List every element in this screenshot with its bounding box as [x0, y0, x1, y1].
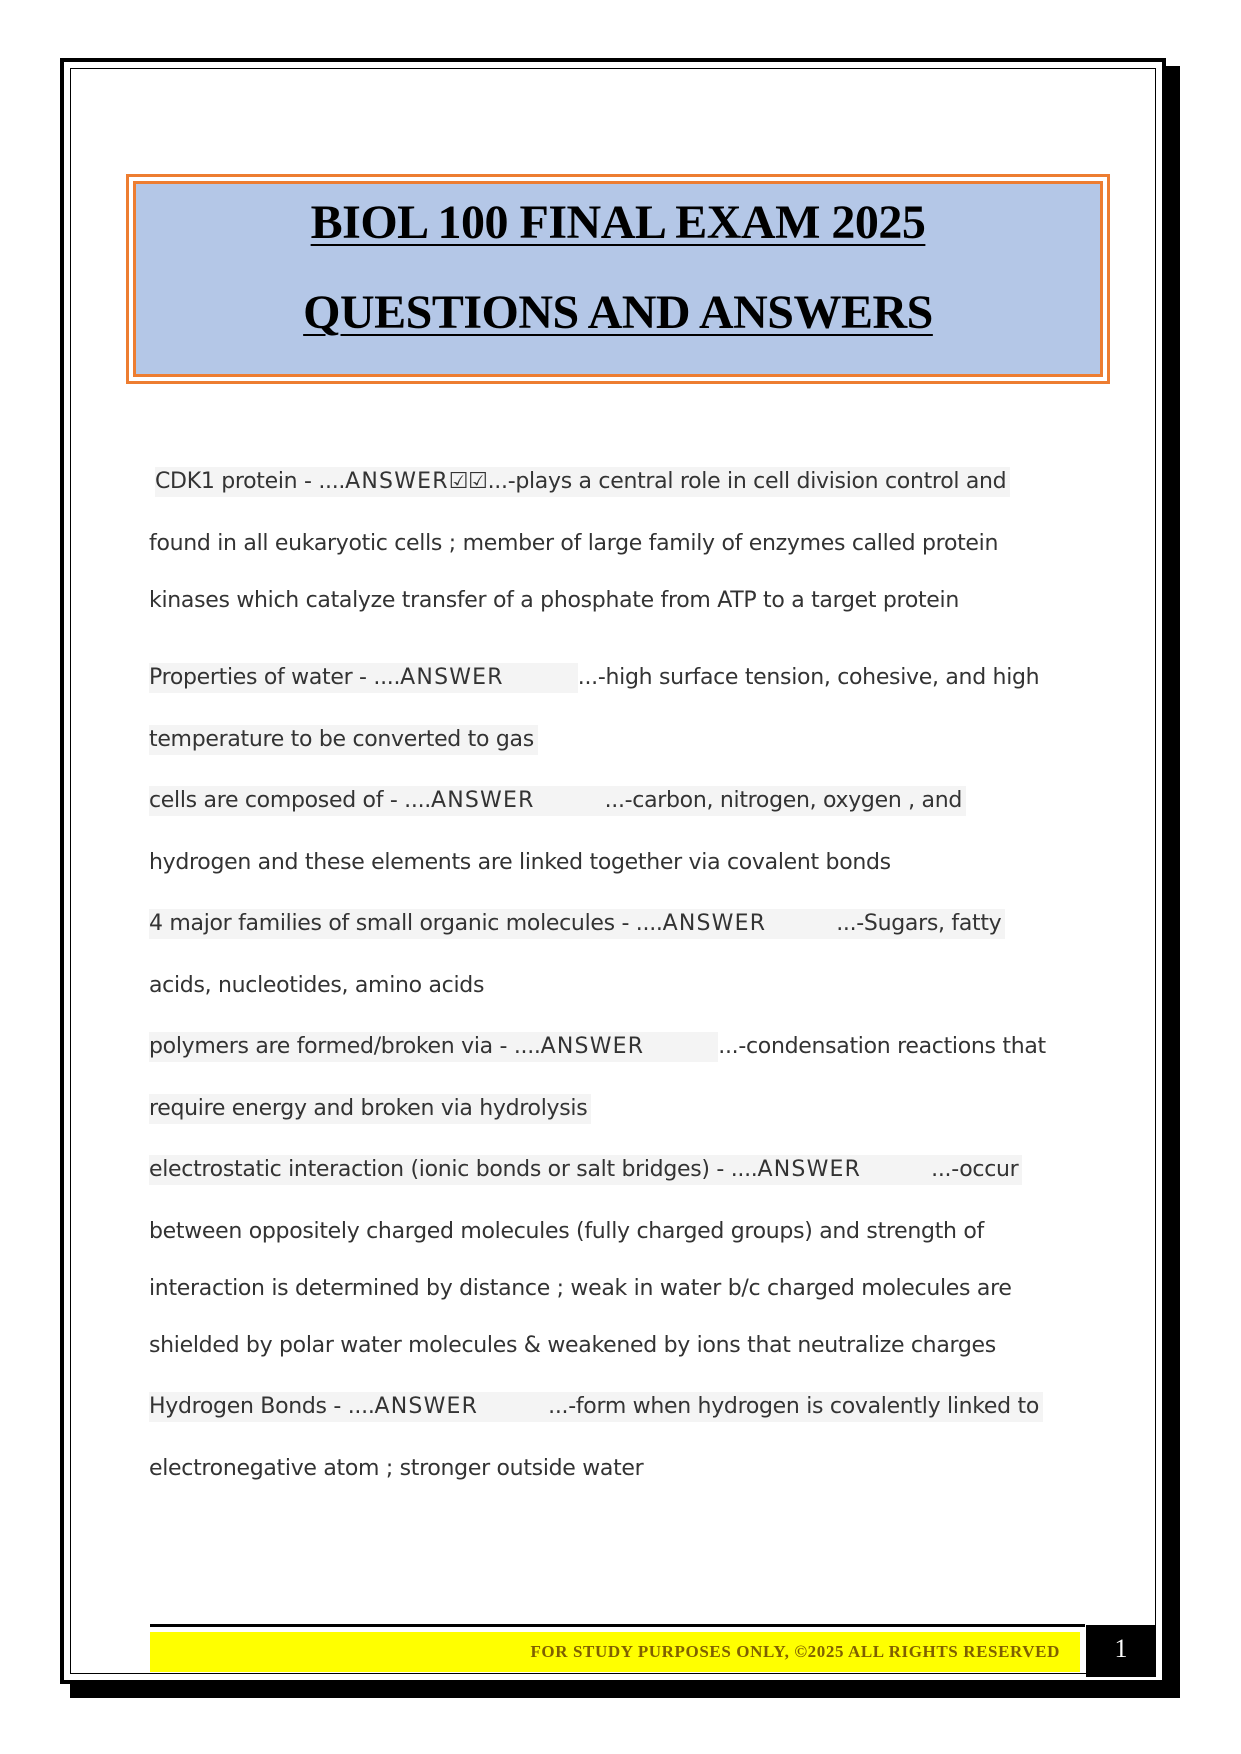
qa-continuation: between oppositely charged molecules (fully charged groups) and strength of — [149, 1219, 984, 1244]
title-box — [126, 174, 1110, 384]
qa-answer: ...-condensation reactions that — [718, 1034, 1046, 1059]
qa-keyword: ANSWER — [345, 469, 449, 494]
qa-answer: ...-form when hydrogen is covalently linked to — [548, 1394, 1040, 1419]
qa-term: electrostatic interaction (ionic bonds or salt bridges) - .... — [149, 1157, 758, 1182]
qa-line — [149, 1157, 1022, 1182]
footer-band — [150, 1632, 1080, 1672]
qa-continuation: shielded by polar water molecules & weakened by ions that neutralize charges — [149, 1333, 996, 1358]
page-number-box — [1086, 1625, 1156, 1677]
qa-line — [149, 1034, 1046, 1059]
page-title: BIOL 100 FINAL EXAM 2025 — [310, 196, 926, 249]
qa-answer: ...-plays a central role in cell division control and — [487, 469, 1007, 494]
qa-continuation: kinases which catalyze transfer of a phosphate from ATP to a target protein — [149, 588, 959, 613]
qa-keyword: ANSWER — [540, 1034, 645, 1059]
qa-line — [149, 788, 966, 813]
qa-answer: ...-Sugars, fatty — [836, 911, 1002, 936]
qa-continuation: hydrogen and these elements are linked together via covalent bonds — [149, 850, 891, 875]
qa-term: CDK1 protein - .... — [155, 469, 346, 494]
page-subtitle: QUESTIONS AND ANSWERS — [303, 286, 933, 339]
qa-continuation: require energy and broken via hydrolysis — [149, 1096, 591, 1121]
qa-continuation: acids, nucleotides, amino acids — [149, 973, 485, 998]
check-marks: ☑☑ — [448, 469, 488, 494]
qa-line — [149, 911, 1005, 936]
qa-keyword: ANSWER — [400, 665, 504, 690]
qa-term: Hydrogen Bonds - .... — [149, 1394, 375, 1419]
title-box-inner — [133, 181, 1103, 377]
page-number: 1 — [1114, 1634, 1128, 1663]
qa-continuation: found in all eukaryotic cells ; member of large family of enzymes called protein — [149, 531, 999, 556]
footer-rule — [150, 1624, 1085, 1627]
qa-keyword: ANSWER — [757, 1157, 862, 1182]
qa-term: cells are composed of - .... — [149, 788, 431, 813]
qa-answer: ...-occur — [931, 1157, 1019, 1182]
qa-answer: ...-high surface tension, cohesive, and high — [577, 665, 1040, 690]
qa-continuation: interaction is determined by distance ; weak in water b/c charged molecules are — [149, 1276, 1012, 1301]
qa-answer: ...-carbon, nitrogen, oxygen , and — [604, 788, 963, 813]
qa-keyword: ANSWER — [662, 911, 767, 936]
qa-line — [149, 665, 1039, 690]
qa-line — [149, 1394, 1043, 1419]
footer-text: FOR STUDY PURPOSES ONLY, ©2025 ALL RIGHTS RESERVED — [530, 1642, 1060, 1661]
qa-term: 4 major families of small organic molecules - .... — [149, 911, 663, 936]
qa-continuation: electronegative atom ; stronger outside water — [149, 1456, 644, 1481]
qa-continuation: temperature to be converted to gas — [149, 727, 538, 752]
qa-keyword: ANSWER — [430, 788, 535, 813]
qa-keyword: ANSWER — [374, 1394, 479, 1419]
qa-term: polymers are formed/broken via - .... — [149, 1034, 541, 1059]
qa-line — [155, 469, 1010, 494]
qa-term: Properties of water - .... — [149, 665, 401, 690]
